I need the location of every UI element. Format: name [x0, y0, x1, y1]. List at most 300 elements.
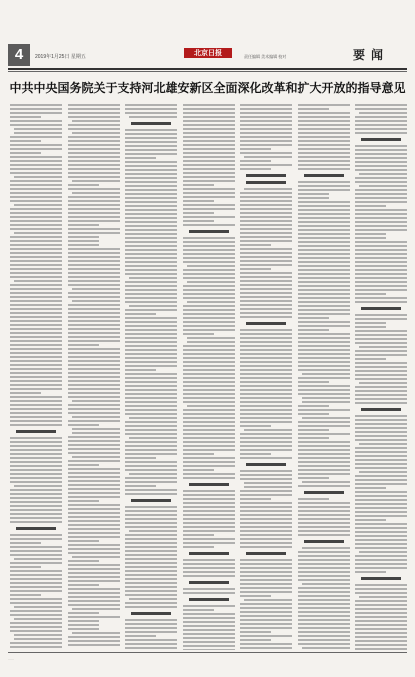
- text-line: [68, 112, 120, 114]
- text-line: [355, 559, 407, 561]
- text-line: [68, 544, 120, 546]
- paragraph-subhead: [361, 138, 401, 141]
- text-line: [72, 432, 120, 434]
- text-line: [240, 417, 292, 419]
- text-line: [10, 276, 62, 278]
- text-line: [125, 161, 177, 163]
- paragraph-subhead: [131, 122, 171, 125]
- text-line: [240, 559, 292, 561]
- text-line: [10, 517, 62, 519]
- text-line: [10, 372, 62, 374]
- text-line: [68, 228, 120, 230]
- text-line: [10, 112, 62, 114]
- text-line: [240, 647, 292, 649]
- text-line: [240, 453, 271, 455]
- text-line: [68, 600, 120, 602]
- text-line: [125, 389, 177, 391]
- text-line: [298, 453, 350, 455]
- text-line: [183, 641, 235, 643]
- text-line: [240, 514, 292, 516]
- text-line: [183, 401, 235, 403]
- text-line: [298, 253, 350, 255]
- text-line: [68, 336, 120, 338]
- text-line: [240, 228, 292, 230]
- text-line: [72, 416, 120, 418]
- text-line: [355, 555, 407, 557]
- text-line: [68, 360, 120, 362]
- text-line: [10, 630, 62, 632]
- text-line: [10, 388, 62, 390]
- text-line: [240, 377, 292, 379]
- text-line: [298, 108, 329, 110]
- date-line: 2019年1月25日 星期五: [35, 54, 86, 60]
- text-line: [240, 164, 292, 166]
- text-line: [298, 281, 350, 283]
- text-line: [125, 285, 177, 287]
- text-line: [10, 252, 62, 254]
- text-line: [355, 435, 407, 437]
- text-line: [240, 571, 292, 573]
- text-line: [183, 257, 235, 259]
- text-line: [298, 587, 350, 589]
- text-line: [183, 305, 235, 307]
- text-line: [298, 413, 329, 415]
- header-rule: [8, 68, 407, 70]
- text-line: [298, 534, 350, 536]
- text-line: [240, 433, 292, 435]
- text-line: [298, 389, 350, 391]
- text-line: [10, 272, 62, 274]
- text-line: [240, 393, 292, 395]
- text-line: [10, 493, 62, 495]
- text-line: [10, 404, 62, 406]
- text-line: [10, 224, 62, 226]
- text-line: [72, 192, 120, 194]
- text-line: [125, 590, 177, 592]
- text-line: [183, 377, 235, 379]
- text-line: [10, 260, 62, 262]
- text-line: [68, 576, 120, 578]
- text-line: [10, 538, 62, 540]
- paragraph-subhead: [189, 230, 229, 233]
- text-line: [68, 252, 120, 254]
- text-line: [125, 397, 177, 399]
- text-line: [68, 396, 120, 398]
- text-line: [68, 356, 120, 358]
- text-line: [68, 572, 120, 574]
- text-line: [355, 124, 407, 126]
- text-line: [355, 366, 407, 368]
- text-line: [183, 498, 235, 500]
- text-line: [183, 345, 235, 347]
- text-line: [298, 567, 350, 569]
- text-line: [125, 337, 177, 339]
- text-line: [68, 196, 120, 198]
- text-line: [240, 397, 292, 399]
- text-line: [183, 629, 235, 631]
- text-line: [355, 165, 407, 167]
- text-line: [355, 334, 407, 336]
- text-column: [240, 104, 292, 650]
- text-line: [125, 578, 177, 580]
- text-line: [125, 369, 156, 371]
- text-line: [125, 213, 177, 215]
- text-line: [355, 193, 407, 195]
- page-header: [8, 44, 407, 68]
- text-line: [68, 244, 99, 246]
- text-line: [10, 140, 41, 142]
- text-line: [10, 400, 62, 402]
- text-line: [355, 318, 407, 320]
- text-line: [298, 168, 350, 170]
- text-line: [240, 365, 292, 367]
- text-line: [72, 180, 120, 182]
- text-line: [355, 145, 407, 147]
- text-line: [10, 356, 62, 358]
- text-line: [298, 269, 350, 271]
- text-line: [68, 104, 120, 106]
- text-line: [355, 511, 407, 513]
- text-line: [10, 304, 62, 306]
- text-line: [240, 349, 292, 351]
- text-line: [302, 373, 350, 375]
- text-line: [240, 112, 292, 114]
- text-line: [125, 453, 177, 455]
- text-line: [68, 412, 120, 414]
- text-line: [240, 116, 292, 118]
- text-line: [10, 124, 62, 126]
- text-line: [72, 400, 120, 402]
- text-line: [10, 212, 62, 214]
- text-line: [355, 519, 386, 521]
- text-line: [298, 297, 350, 299]
- text-line: [68, 260, 120, 262]
- text-line: [10, 364, 62, 366]
- text-line: [240, 595, 271, 597]
- text-line: [125, 449, 177, 451]
- text-line: [298, 502, 350, 504]
- text-line: [355, 567, 407, 569]
- page-number: 4: [8, 44, 30, 66]
- text-line: [244, 429, 292, 431]
- text-line: [68, 512, 120, 514]
- text-line: [68, 488, 120, 490]
- text-line: [298, 333, 350, 335]
- text-line: [125, 413, 177, 415]
- text-line: [68, 136, 120, 138]
- text-line: [68, 628, 99, 630]
- text-line: [68, 240, 99, 242]
- text-line: [10, 284, 62, 286]
- text-line: [298, 485, 350, 487]
- text-line: [10, 622, 62, 624]
- text-line: [355, 181, 407, 183]
- text-line: [10, 188, 62, 190]
- text-line: [298, 635, 350, 637]
- text-line: [10, 396, 62, 398]
- text-line: [68, 272, 120, 274]
- text-line: [298, 325, 350, 327]
- text-line: [244, 599, 292, 601]
- text-line: [183, 357, 235, 359]
- text-line: [355, 402, 407, 404]
- text-line: [183, 112, 235, 114]
- text-line: [125, 257, 177, 259]
- text-line: [125, 405, 177, 407]
- text-line: [183, 563, 235, 565]
- text-line: [68, 220, 120, 222]
- text-line: [125, 522, 177, 524]
- text-line: [10, 469, 62, 471]
- text-line: [298, 120, 350, 122]
- text-line: [298, 124, 350, 126]
- text-line: [302, 647, 350, 649]
- text-line: [125, 606, 177, 608]
- text-line: [125, 401, 177, 403]
- text-line: [355, 358, 386, 360]
- text-line: [240, 216, 292, 218]
- text-line: [240, 196, 292, 198]
- text-line: [125, 217, 177, 219]
- text-line: [14, 132, 62, 134]
- text-line: [183, 289, 235, 291]
- text-line: [125, 317, 177, 319]
- text-column: [125, 104, 177, 650]
- text-line: [125, 201, 177, 203]
- text-line: [68, 264, 120, 266]
- text-line: [240, 437, 292, 439]
- text-line: [240, 567, 292, 569]
- text-line: [183, 393, 235, 395]
- text-line: [298, 477, 329, 479]
- text-line: [68, 524, 120, 526]
- text-line: [68, 552, 120, 554]
- text-line: [298, 518, 350, 520]
- text-line: [125, 534, 177, 536]
- text-line: [10, 236, 62, 238]
- text-line: [355, 423, 407, 425]
- text-line: [183, 592, 235, 594]
- text-line: [125, 425, 177, 427]
- text-line: [10, 546, 62, 548]
- text-line: [355, 483, 407, 485]
- text-line: [10, 308, 62, 310]
- text-line: [10, 412, 62, 414]
- text-line: [125, 313, 156, 315]
- text-line: [125, 582, 177, 584]
- text-line: [298, 197, 329, 199]
- text-line: [359, 551, 407, 553]
- text-line: [355, 322, 386, 324]
- text-line: [183, 140, 235, 142]
- text-line: [72, 120, 120, 122]
- text-column: [355, 104, 407, 650]
- section-title: 要闻: [352, 48, 389, 62]
- text-line: [298, 225, 350, 227]
- text-line: [298, 160, 350, 162]
- text-line: [183, 321, 235, 323]
- text-line: [355, 499, 407, 501]
- paragraph-subhead: [246, 181, 286, 184]
- text-line: [298, 599, 350, 601]
- text-line: [68, 316, 120, 318]
- text-line: [187, 337, 235, 339]
- text-line: [302, 401, 350, 403]
- text-line: [298, 293, 350, 295]
- text-line: [355, 249, 407, 251]
- text-line: [183, 490, 235, 492]
- text-line: [359, 443, 407, 445]
- text-line: [183, 361, 235, 363]
- text-line: [240, 168, 271, 170]
- text-line: [183, 176, 235, 178]
- text-line: [355, 213, 407, 215]
- text-line: [298, 265, 350, 267]
- text-line: [68, 268, 120, 270]
- text-line: [125, 133, 177, 135]
- text-line: [355, 374, 407, 376]
- text-line: [298, 309, 350, 311]
- text-line: [355, 225, 407, 227]
- text-line: [240, 345, 292, 347]
- text-line: [68, 340, 120, 342]
- text-line: [68, 440, 120, 442]
- text-line: [68, 436, 120, 438]
- text-line: [125, 361, 177, 363]
- text-line: [240, 252, 292, 254]
- text-line: [355, 491, 407, 493]
- text-line: [183, 212, 214, 214]
- text-line: [72, 632, 120, 634]
- text-line: [68, 380, 120, 382]
- text-line: [183, 172, 235, 174]
- text-line: [240, 510, 292, 512]
- text-line: [183, 285, 235, 287]
- masthead-logo: 北京日报: [184, 48, 232, 58]
- text-line: [298, 603, 350, 605]
- text-line: [298, 140, 350, 142]
- paragraph-subhead: [189, 581, 229, 584]
- text-line: [240, 409, 292, 411]
- text-line: [240, 478, 292, 480]
- text-line: [10, 320, 62, 322]
- text-line: [10, 352, 62, 354]
- paragraph-subhead: [131, 612, 171, 615]
- text-line: [68, 108, 120, 110]
- text-line: [298, 551, 350, 553]
- text-line: [183, 494, 235, 496]
- text-line: [240, 260, 292, 262]
- text-line: [240, 152, 292, 154]
- text-line: [72, 132, 120, 134]
- text-line: [183, 571, 235, 573]
- text-line: [183, 369, 235, 371]
- text-line: [10, 473, 62, 475]
- text-line: [125, 237, 177, 239]
- text-line: [125, 619, 177, 621]
- text-line: [183, 156, 235, 158]
- text-line: [298, 639, 350, 641]
- text-line: [68, 640, 120, 642]
- text-line: [125, 309, 177, 311]
- text-line: [125, 265, 177, 267]
- text-line: [298, 631, 350, 633]
- text-line: [355, 205, 386, 207]
- text-line: [298, 465, 350, 467]
- text-line: [298, 341, 350, 343]
- text-line: [125, 233, 177, 235]
- text-line: [240, 421, 292, 423]
- text-line: [355, 153, 407, 155]
- text-line: [298, 337, 350, 339]
- text-line: [240, 639, 271, 641]
- text-line: [240, 449, 292, 451]
- text-line: [10, 172, 62, 174]
- text-line: [125, 542, 177, 544]
- text-line: [14, 606, 62, 608]
- text-line: [240, 603, 292, 605]
- text-line: [10, 534, 62, 536]
- text-line: [125, 469, 177, 471]
- text-line: [298, 449, 350, 451]
- text-line: [298, 185, 350, 187]
- text-line: [183, 461, 235, 463]
- text-line: [68, 160, 120, 162]
- text-line: [125, 141, 177, 143]
- text-line: [355, 285, 407, 287]
- text-line: [298, 164, 350, 166]
- text-line: [125, 627, 177, 629]
- text-line: [68, 568, 120, 570]
- text-line: [298, 193, 329, 195]
- text-line: [355, 620, 407, 622]
- text-line: [355, 301, 407, 303]
- text-line: [240, 220, 292, 222]
- text-line: [125, 104, 177, 106]
- text-line: [125, 602, 177, 604]
- text-line: [244, 486, 292, 488]
- text-line: [240, 502, 292, 504]
- text-line: [68, 156, 120, 158]
- text-line: [10, 152, 41, 154]
- text-line: [240, 120, 292, 122]
- text-line: [355, 362, 407, 364]
- text-line: [10, 554, 62, 556]
- text-line: [183, 526, 235, 528]
- text-line: [183, 204, 235, 206]
- text-line: [183, 421, 235, 423]
- text-line: [68, 308, 120, 310]
- text-line: [183, 277, 235, 279]
- text-line: [125, 465, 177, 467]
- text-line: [183, 506, 235, 508]
- text-line: [183, 510, 235, 512]
- text-line: [355, 547, 407, 549]
- paragraph-subhead: [246, 463, 286, 466]
- text-line: [240, 353, 292, 355]
- text-line: [183, 413, 235, 415]
- text-line: [125, 643, 177, 645]
- text-line: [68, 424, 99, 426]
- text-line: [240, 304, 292, 306]
- text-line: [240, 623, 292, 625]
- text-line: [355, 281, 407, 283]
- text-line: [183, 559, 235, 561]
- text-line: [240, 148, 271, 150]
- text-line: [68, 548, 120, 550]
- text-line: [68, 516, 120, 518]
- text-line: [355, 177, 407, 179]
